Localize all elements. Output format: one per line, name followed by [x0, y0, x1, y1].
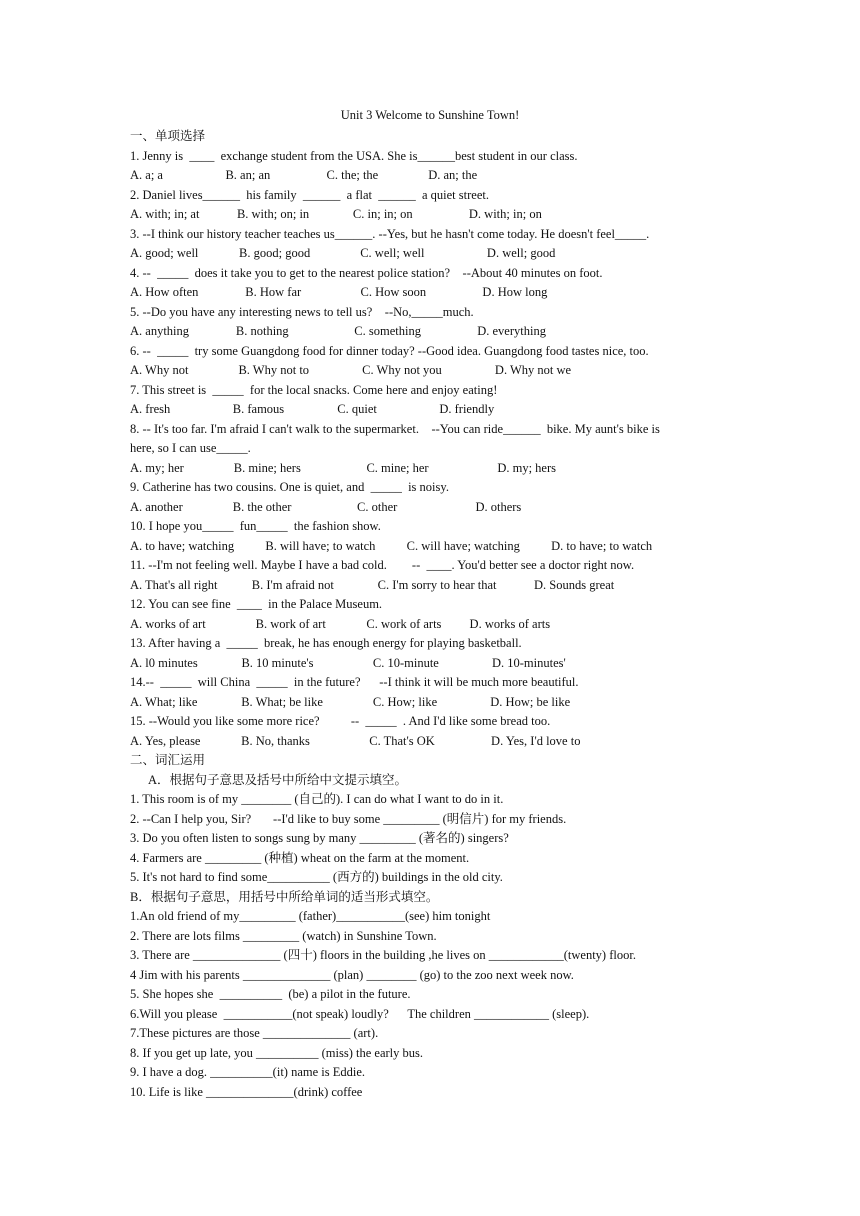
text-line: 13. After having a _____ break, he has enough energy for playing basketball.: [130, 636, 522, 650]
text-line: 二、词汇运用: [130, 753, 206, 767]
text-line: 8. If you get up late, you __________ (miss) the early bus.: [130, 1045, 424, 1060]
text-line: 5. --Do you have any interesting news to tell us? --No,_____much.: [130, 304, 474, 319]
text-line: 9. I have a dog. __________(it) name is Eddie.: [130, 1065, 366, 1079]
text-line: A. my; her B. mine; hers C. mine; her D. my; hers: [130, 460, 557, 475]
text-line: 1.An old friend of my_________ (father)___________(see) him tonight: [130, 909, 491, 923]
text-line: 11. --I'm not feeling well. Maybe I have a bad cold. -- ____. You'd better see a doctor right now.: [130, 558, 635, 572]
text-line: A. another B. the other C. other D. others: [130, 499, 522, 514]
text-line: A. good; well B. good; good C. well; well D. well; good: [130, 246, 556, 260]
text-line: A. How often B. How far C. How soon D. How long: [130, 285, 548, 299]
text-line: 2. There are lots films _________ (watch) in Sunshine Town.: [130, 928, 437, 943]
text-line: A. fresh B. famous C. quiet D. friendly: [130, 402, 495, 416]
text-line: 6. -- _____ try some Guangdong food for dinner today? --Good idea. Guangdong food tastes nice, too.: [130, 343, 649, 358]
text-line: A. Yes, please B. No, thanks C. That's OK D. Yes, I'd love to: [130, 733, 581, 748]
text-line: 12. You can see fine ____ in the Palace Museum.: [130, 597, 383, 611]
text-line: A. l0 minutes B. 10 minute's C. 10-minute D. 10-minutes': [130, 655, 566, 670]
text-line: A. with; in; at B. with; on; in C. in; in; on D. with; in; on: [130, 207, 542, 221]
text-line: 3. Do you often listen to songs sung by many _________ (著名的) singers?: [130, 831, 509, 845]
text-line: 一、单项选择: [130, 129, 206, 143]
text-line: 3. There are ______________ (四十) floors in the building ,he lives on ____________(twenty) floor.: [130, 948, 636, 962]
text-line: A. Why not B. Why not to C. Why not you D. Why not we: [130, 363, 572, 377]
text-line: 9. Catherine has two cousins. One is quiet, and _____ is noisy.: [130, 480, 449, 494]
exercise-body: [130, 127, 740, 1102]
text-line: A. to have; watching B. will have; to watch C. will have; watching D. to have; to watch: [130, 538, 653, 553]
text-line: 3. --I think our history teacher teaches us______. --Yes, but he hasn't come today. He doesn't feel_____.: [130, 226, 650, 241]
text-line: A. anything B. nothing C. something D. everything: [130, 324, 546, 338]
text-line: A. That's all right B. I'm afraid not C. I'm sorry to hear that D. Sounds great: [130, 577, 615, 592]
text-line: 10. Life is like ______________(drink) coffee: [130, 1084, 363, 1099]
text-line: 5. She hopes she __________ (be) a pilot in the future.: [130, 987, 411, 1001]
text-line: 7.These pictures are those ______________ (art).: [130, 1026, 379, 1040]
text-line: A. a; a B. an; an C. the; the D. an; the: [130, 168, 478, 182]
text-line: 4. -- _____ does it take you to get to the nearest police station? --About 40 minutes on foot.: [130, 265, 603, 280]
text-line: 2. --Can I help you, Sir? --I'd like to buy some _________ (明信片) for my friends.: [130, 811, 567, 826]
text-line: 2. Daniel lives______ his family ______ a flat ______ a quiet street.: [130, 187, 489, 202]
text-line: 6.Will you please ___________(not speak) loudly? The children ____________ (sleep).: [130, 1006, 590, 1021]
text-line: 5. It's not hard to find some__________ (西方的) buildings in the old city.: [130, 870, 503, 884]
text-line: 7. This street is _____ for the local snacks. Come here and enjoy eating!: [130, 382, 498, 397]
text-line: 4 Jim with his parents ______________ (plan) ________ (go) to the zoo next week now.: [130, 967, 574, 982]
text-line: 1. This room is of my ________ (自己的). I can do what I want to do in it.: [130, 792, 504, 806]
text-line: 14.-- _____ will China _____ in the future? --I think it will be much more beautiful.: [130, 675, 579, 689]
text-line: B．根据句子意思，用括号中所给单词的适当形式填空。: [130, 889, 439, 904]
text-line: 4. Farmers are _________ (种植) wheat on the farm at the moment.: [130, 850, 470, 865]
text-line: A. works of art B. work of art C. work of arts D. works of arts: [130, 616, 551, 631]
text-line: 10. I hope you_____ fun_____ the fashion show.: [130, 519, 381, 533]
text-line: 15. --Would you like some more rice? -- _____ . And I'd like some bread too.: [130, 714, 551, 728]
text-line: 1. Jenny is ____ exchange student from the USA. She is______best student in our class.: [130, 148, 578, 163]
page-title: Unit 3 Welcome to Sunshine Town!: [340, 108, 520, 122]
text-line: here, so I can use_____.: [130, 441, 251, 455]
text-line: 8. -- It's too far. I'm afraid I can't walk to the supermarket. --You can ride______ bike. My aunt's bike is: [130, 421, 660, 436]
text-line: A．根据句子意思及括号中所给中文提示填空。: [148, 772, 408, 787]
text-line: A. What; like B. What; be like C. How; like D. How; be like: [130, 694, 571, 709]
